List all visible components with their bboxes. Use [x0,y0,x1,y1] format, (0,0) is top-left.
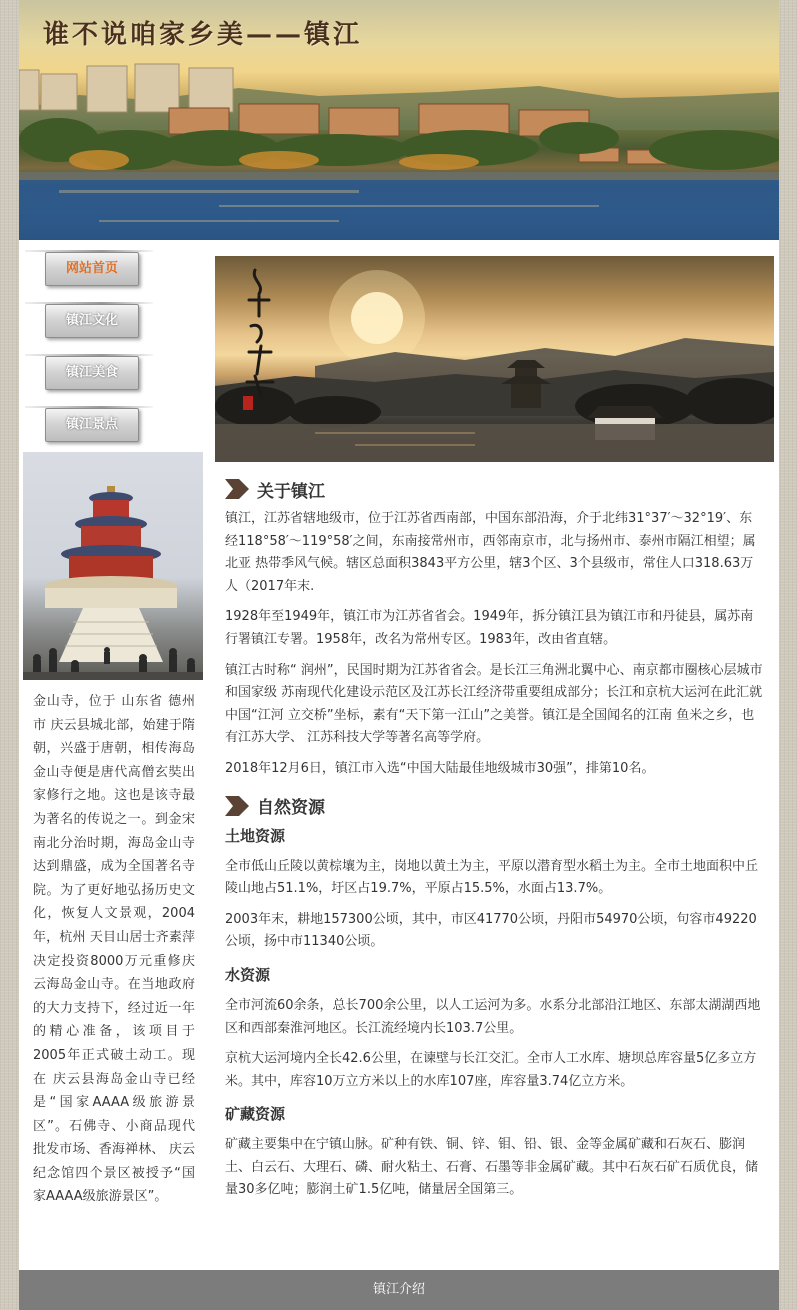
nav-food-button[interactable]: 镇江美食 [45,356,139,390]
banner-title: 谁不说咱家乡美——镇江 [43,20,363,50]
about-paragraph-2: 1928年至1949年，镇江市为江苏省省会。1949年，拆分镇江县为镇江市和丹徒县，属苏南行署镇江专署。1958年，改名为常州专区。1983年，改由省直辖。 [225,609,754,647]
nav-culture-button[interactable]: 镇江文化 [45,304,139,338]
footer-bar [19,1270,779,1310]
section-arrow-icon [225,796,249,816]
mineral-paragraph-1: 矿藏主要集中在宁镇山脉。矿种有铁、铜、锌、钼、铅、银、金等金属矿藏和石灰石、膨润土、白云石、大理石、磷、耐火粘土、石膏、石墨等非金属矿藏。其中石灰石矿石质优良，储量30多亿吨；膨润土矿1.5亿吨，储量居全国第三。 [225,1137,759,1198]
sidebar-description: 金山寺，位于 山东省 德州市 庆云县城北部，始建于隋朝，兴盛于唐朝，相传海岛金山寺便是唐代高僧玄奘出家修行之地。这也是该寺最为著名的传说之一。到金宋南北分治时期，海岛金山寺达到鼎盛，成为全国著名寺院。为了更好地弘扬历史文化，恢复人文景观，2004年，杭州 天目山居士齐素萍决定投资8000万元重修庆云海岛金山寺。在当地政府的大力支持下，经过近一年的精心准备，该项目于2005年正式破土动工。现在 庆云县海岛金山寺已经是“国家AAAA级旅游景区”。石佛寺、小商品现代批发市场、香海禅林、 庆云纪念馆四个景区被授予“国家AAAA级旅游景区”。 [33,694,195,1205]
temple-photo [23,452,203,680]
about-heading-text: 关于镇江 [257,481,325,502]
page-container [19,0,779,1310]
nav-item-food[interactable] [25,354,155,406]
hero-image [215,256,774,462]
land-paragraph-1: 全市低山丘陵以黄棕壤为主，岗地以黄土为主，平原以潜育型水稻土为主。全市土地面积中丘陵山地占51.1%，圩区占19.7%，平原占15.5%，水面占13.7%。 [225,858,759,897]
about-paragraph-3: 镇江古时称“ 润州”，民国时期为江苏省省会。是长江三角洲北翼中心、南京都市圈核心层城市和国家级 苏南现代化建设示范区及江苏长江经济带重要组成部分；长江和京杭大运河在此汇就中国“江河 立交桥”坐标，素有“天下第一江山”之美誉。镇江是全国闻名的江南 鱼米之乡，也有江苏大学、 江苏科技大学等著名高等学府。 [225,662,763,746]
nav-item-home[interactable] [25,250,155,302]
nav-item-scenery[interactable] [25,406,155,458]
nav-scenery-button[interactable]: 镇江景点 [45,408,139,442]
about-heading [225,476,774,502]
nav-item-culture[interactable] [25,302,155,354]
header-banner [19,0,779,240]
nav-home-button[interactable]: 网站首页 [45,252,139,286]
land-paragraph-2: 2003年末，耕地157300公顷，其中，市区41770公顷，丹阳市54970公顷，句容市49220公顷，扬中市11340公顷。 [225,911,757,950]
left-nav-menu [25,250,155,458]
water-subheading: 水资源 [225,965,271,984]
about-paragraph-1: 镇江，江苏省辖地级市，位于江苏省西南部，中国东部沿海，介于北纬31°37′～32°19′、东经118°58′～119°58′之间，东南接常州市，西邻南京市，北与扬州市、泰州市隔江相望；属北亚 热带季风气候。辖区总面积3843平方公里，辖3个区、3个县级市，常住人口318.63万人（2017年末. [225,511,756,594]
about-paragraph-4: 2018年12月6日，镇江市入选“中国大陆最佳地级城市30强”，排第10名。 [225,760,655,776]
mineral-subheading: 矿藏资源 [225,1105,286,1124]
nature-heading [225,793,774,819]
footer-label: 镇江介绍 [372,1282,425,1297]
water-paragraph-2: 京杭大运河境内全长42.6公里，在谏壁与长江交汇。全市人工水库、塘坝总库容量5亿多立方米。其中，库容10万立方米以上的水库107座，库容量3.74亿立方米。 [225,1051,757,1089]
land-subheading: 土地资源 [225,826,286,845]
water-paragraph-1: 全市河流60余条，总长700余公里，以人工运河为多。水系分北部沿江地区、东部太湖湖西地区和西部秦淮河地区。长江流经境内长103.7公里。 [225,997,761,1036]
section-arrow-icon [225,479,249,499]
nature-heading-text: 自然资源 [257,798,325,819]
main-content [215,256,774,1202]
